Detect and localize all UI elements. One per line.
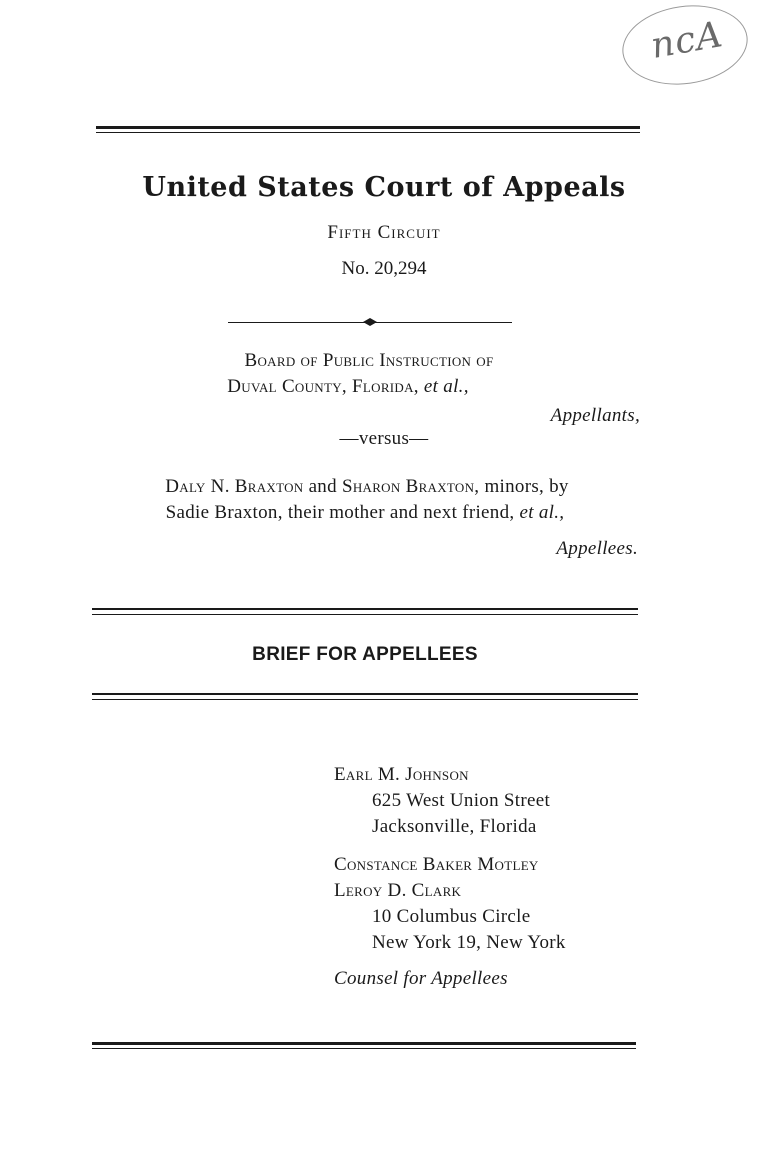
appellee-line-2: [0, 502, 730, 524]
mid-rule-2a: [92, 693, 638, 695]
appellee-line-1: [0, 476, 734, 498]
attorney-address-1b: Jacksonville, Florida: [372, 816, 537, 837]
counsel-block-2: [334, 852, 566, 956]
attorney-address-2b: New York 19, New York: [372, 932, 566, 953]
appellant-line-2: [0, 376, 696, 398]
bottom-rule-thick: [92, 1042, 636, 1045]
appellee-minors: minors, by: [484, 476, 569, 497]
appellees-role: Appellees.: [556, 538, 638, 559]
ornament-diamond: [363, 318, 377, 326]
appellants-role: Appellants,: [550, 405, 640, 426]
mid-rule-2b: [92, 699, 638, 700]
appellee-name-2: Sharon Braxton,: [341, 476, 480, 497]
counsel-role: Counsel for Appellees: [334, 968, 508, 989]
appellee-guardian: Sadie Braxton, their mother and next friend,: [165, 502, 515, 523]
circuit-name: Fifth Circuit: [327, 222, 441, 243]
appellant-line-1: Board of Public Instruction of: [244, 350, 494, 371]
mid-rule-1a: [92, 608, 638, 610]
attorney-address-1a: 625 West Union Street: [372, 790, 551, 811]
attorney-name-3: Leroy D. Clark: [334, 880, 462, 901]
attorney-address-2a: 10 Columbus Circle: [372, 906, 531, 927]
versus: —versus—: [339, 428, 429, 449]
mid-rule-1b: [92, 614, 638, 615]
appellee-et-al: et al.,: [519, 502, 565, 523]
brief-title: BRIEF FOR APPELLEES: [252, 644, 478, 665]
court-name: United States Court of Appeals: [142, 172, 626, 203]
top-rule-thin: [96, 132, 640, 133]
appellee-name-1: Daly N. Braxton: [165, 476, 304, 497]
docket-number: No. 20,294: [341, 258, 427, 279]
appellee-and: and: [308, 476, 337, 497]
top-rule-thick: [96, 126, 640, 129]
bottom-rule-thin: [92, 1048, 636, 1049]
appellant-county: Duval County, Florida,: [227, 376, 419, 397]
attorney-name-2: Constance Baker Motley: [334, 854, 539, 875]
counsel-block-1: [334, 762, 550, 840]
appellant-et-al: et al.,: [423, 376, 469, 397]
attorney-name-1: Earl M. Johnson: [334, 764, 469, 785]
handwritten-stamp: ncA: [647, 14, 727, 67]
